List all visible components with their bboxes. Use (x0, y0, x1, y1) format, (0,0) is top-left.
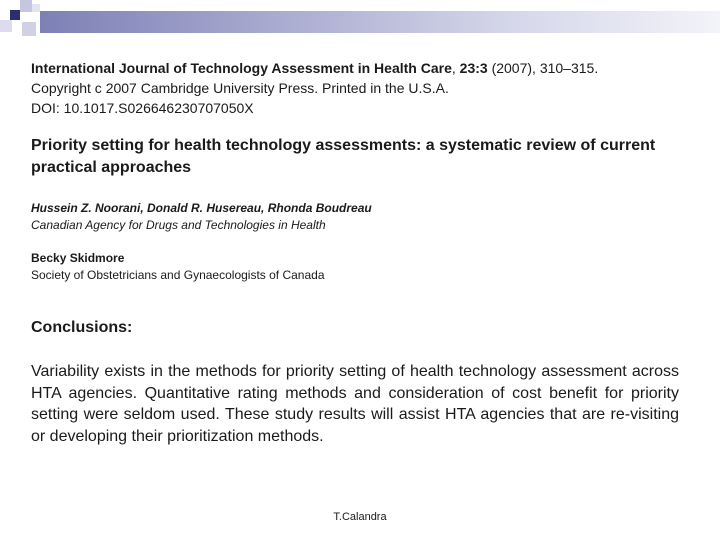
author-affiliation: Canadian Agency for Drugs and Technologies in Health (31, 218, 326, 232)
author-affiliation: Society of Obstetricians and Gynaecologists of Canada (31, 268, 325, 282)
doi: DOI: 10.1017.S026646230707050X (31, 100, 254, 116)
article-title: Priority setting for health technology assessments: a systematic review of current practical approaches (31, 137, 656, 176)
copyright: Copyright c 2007 Cambridge University Press. Printed in the U.S.A. (31, 80, 449, 96)
decor-square (22, 22, 36, 36)
conclusions-text: Variability exists in the methods for priority setting of health technology assessment across HTA agencies. Quantitative rating methods and consideration of cost benefit for priority setting were seldom used. These study results will assist HTA agencies that are re-visiting or developing their prioritization methods. (31, 363, 679, 445)
decor-square (20, 0, 32, 12)
decor-square (10, 10, 20, 20)
decor-square (32, 4, 40, 12)
conclusions-heading: Conclusions: (31, 319, 133, 336)
journal-volume: 23:3 (459, 60, 488, 76)
decor-square (0, 20, 12, 32)
author-names: Becky Skidmore (31, 251, 125, 265)
journal-pages: (2007), 310–315. (487, 60, 599, 76)
citation (31, 58, 691, 118)
citation-separator: , (451, 60, 460, 76)
journal-name: International Journal of Technology Assessment in Health Care (31, 60, 452, 76)
citation-line (31, 58, 691, 78)
author-block (31, 200, 691, 234)
header-gradient-bar (40, 11, 720, 33)
author-block (31, 250, 691, 284)
author-names: Hussein Z. Noorani, Donald R. Husereau, Rhonda Boudreau (31, 201, 372, 215)
footer-author: T.Calandra (333, 511, 387, 523)
